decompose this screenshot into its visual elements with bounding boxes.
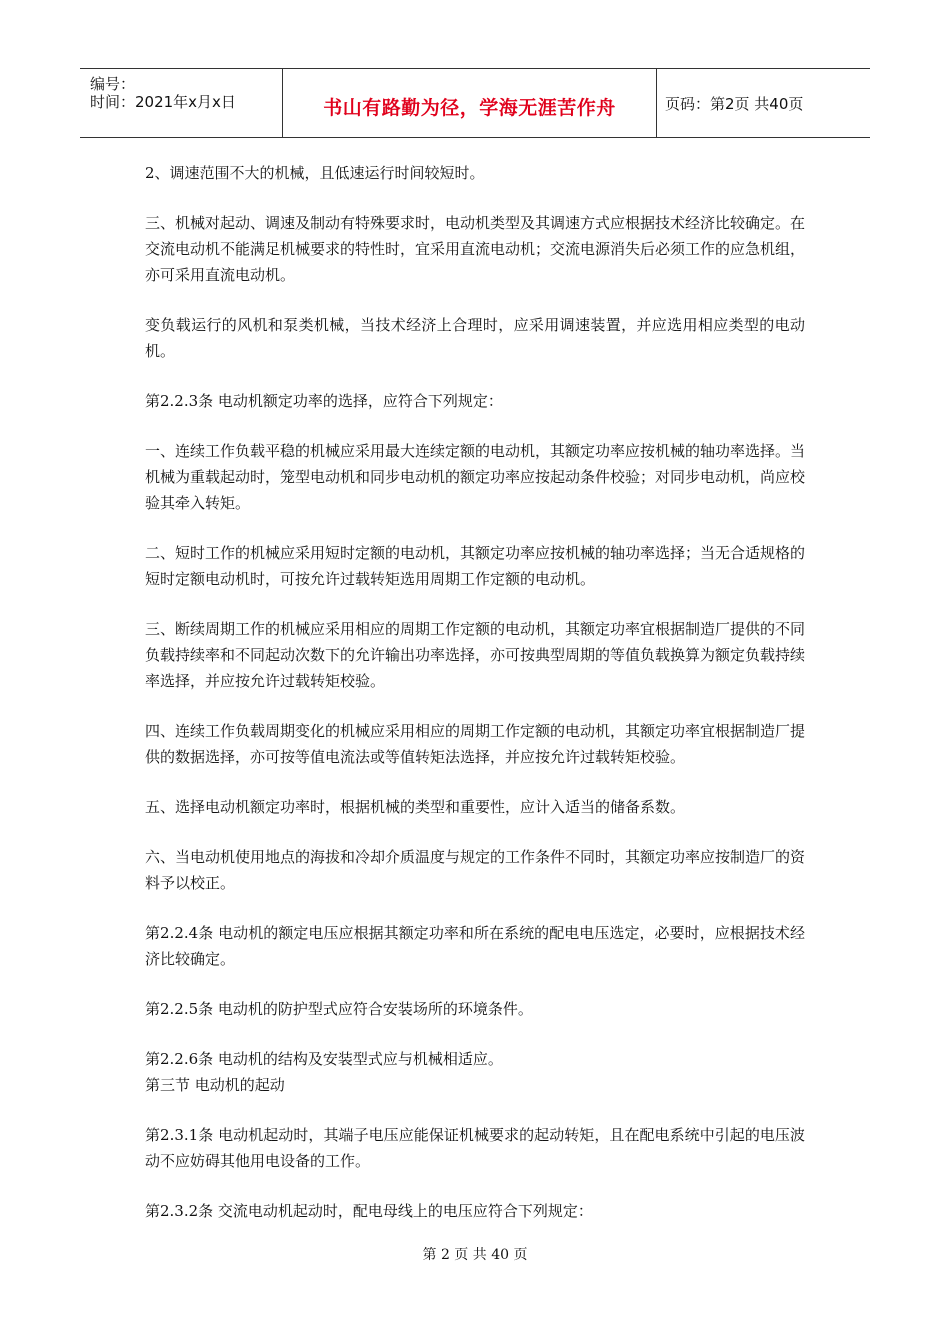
- page-header: [80, 68, 870, 138]
- paragraph: 六、当电动机使用地点的海拔和冷却介质温度与规定的工作条件不同时，其额定功率应按制造厂的资料予以校正。: [145, 848, 806, 892]
- paragraph: 第2.2.4条 电动机的额定电压应根据其额定功率和所在系统的配电电压选定，必要时，应根据技术经济比较确定。: [145, 924, 805, 968]
- header-motto-cell: [283, 69, 657, 137]
- paragraph: 三、机械对起动、调速及制动有特殊要求时，电动机类型及其调速方式应根据技术经济比较确定。在交流电动机不能满足机械要求的特性时，宜采用直流电动机；交流电源消失后必须工作的应急机组，亦可采用直流电动机。: [145, 214, 806, 284]
- paragraph: 五、选择电动机额定功率时，根据机械的类型和重要性，应计入适当的储备系数。: [145, 798, 686, 816]
- motto: 书山有路勤为径，学海无涯苦作舟: [323, 97, 616, 119]
- paragraph: 2、调速范围不大的机械，且低速运行时间较短时。: [145, 164, 485, 182]
- paragraph: 第2.2.3条 电动机额定功率的选择，应符合下列规定：: [145, 392, 503, 410]
- page-number-label: 页码：第2页 共40页: [665, 95, 804, 113]
- paragraph: 第2.3.1条 电动机起动时，其端子电压应能保证机械要求的起动转矩，且在配电系统中引起的电压波动不应妨碍其他用电设备的工作。: [145, 1126, 805, 1170]
- document-body: [145, 160, 805, 1248]
- header-meta-cell: [80, 69, 283, 137]
- date-label: 时间：2021年x月x日: [90, 93, 236, 111]
- paragraph: 变负载运行的风机和泵类机械，当技术经济上合理时，应采用调速装置，并应选用相应类型的电动机。: [145, 316, 805, 360]
- paragraph: 第2.3.2条 交流电动机起动时，配电母线上的电压应符合下列规定：: [145, 1202, 593, 1220]
- paragraph: 四、连续工作负载周期变化的机械应采用相应的周期工作定额的电动机，其额定功率宜根据制造厂提供的数据选择，亦可按等值电流法或等值转矩法选择，并应按允许过载转矩校验。: [145, 722, 806, 766]
- paragraph: 一、连续工作负载平稳的机械应采用最大连续定额的电动机，其额定功率应按机械的轴功率选择。当机械为重载起动时，笼型电动机和同步电动机的额定功率应按起动条件校验；对同步电动机，尚应校验其牵入转矩。: [145, 442, 806, 512]
- paragraph: 第2.2.6条 电动机的结构及安装型式应与机械相适应。: [145, 1050, 503, 1068]
- code-label: 编号：: [90, 75, 136, 93]
- paragraph: 第2.2.5条 电动机的防护型式应符合安装场所的环境条件。: [145, 1000, 533, 1018]
- paragraph: 二、短时工作的机械应采用短时定额的电动机，其额定功率应按机械的轴功率选择；当无合适规格的短时定额电动机时，可按允许过载转矩选用周期工作定额的电动机。: [145, 544, 806, 588]
- section-heading: 第三节 电动机的起动: [145, 1076, 285, 1094]
- page-footer: 第 2 页 共 40 页: [422, 1247, 528, 1263]
- paragraph: 三、断续周期工作的机械应采用相应的周期工作定额的电动机，其额定功率宜根据制造厂提供的不同负载持续率和不同起动次数下的允许输出功率选择，亦可按典型周期的等值负载换算为额定负载持续率选择，并应按允许过载转矩校验。: [145, 620, 806, 690]
- header-page-cell: [657, 69, 870, 137]
